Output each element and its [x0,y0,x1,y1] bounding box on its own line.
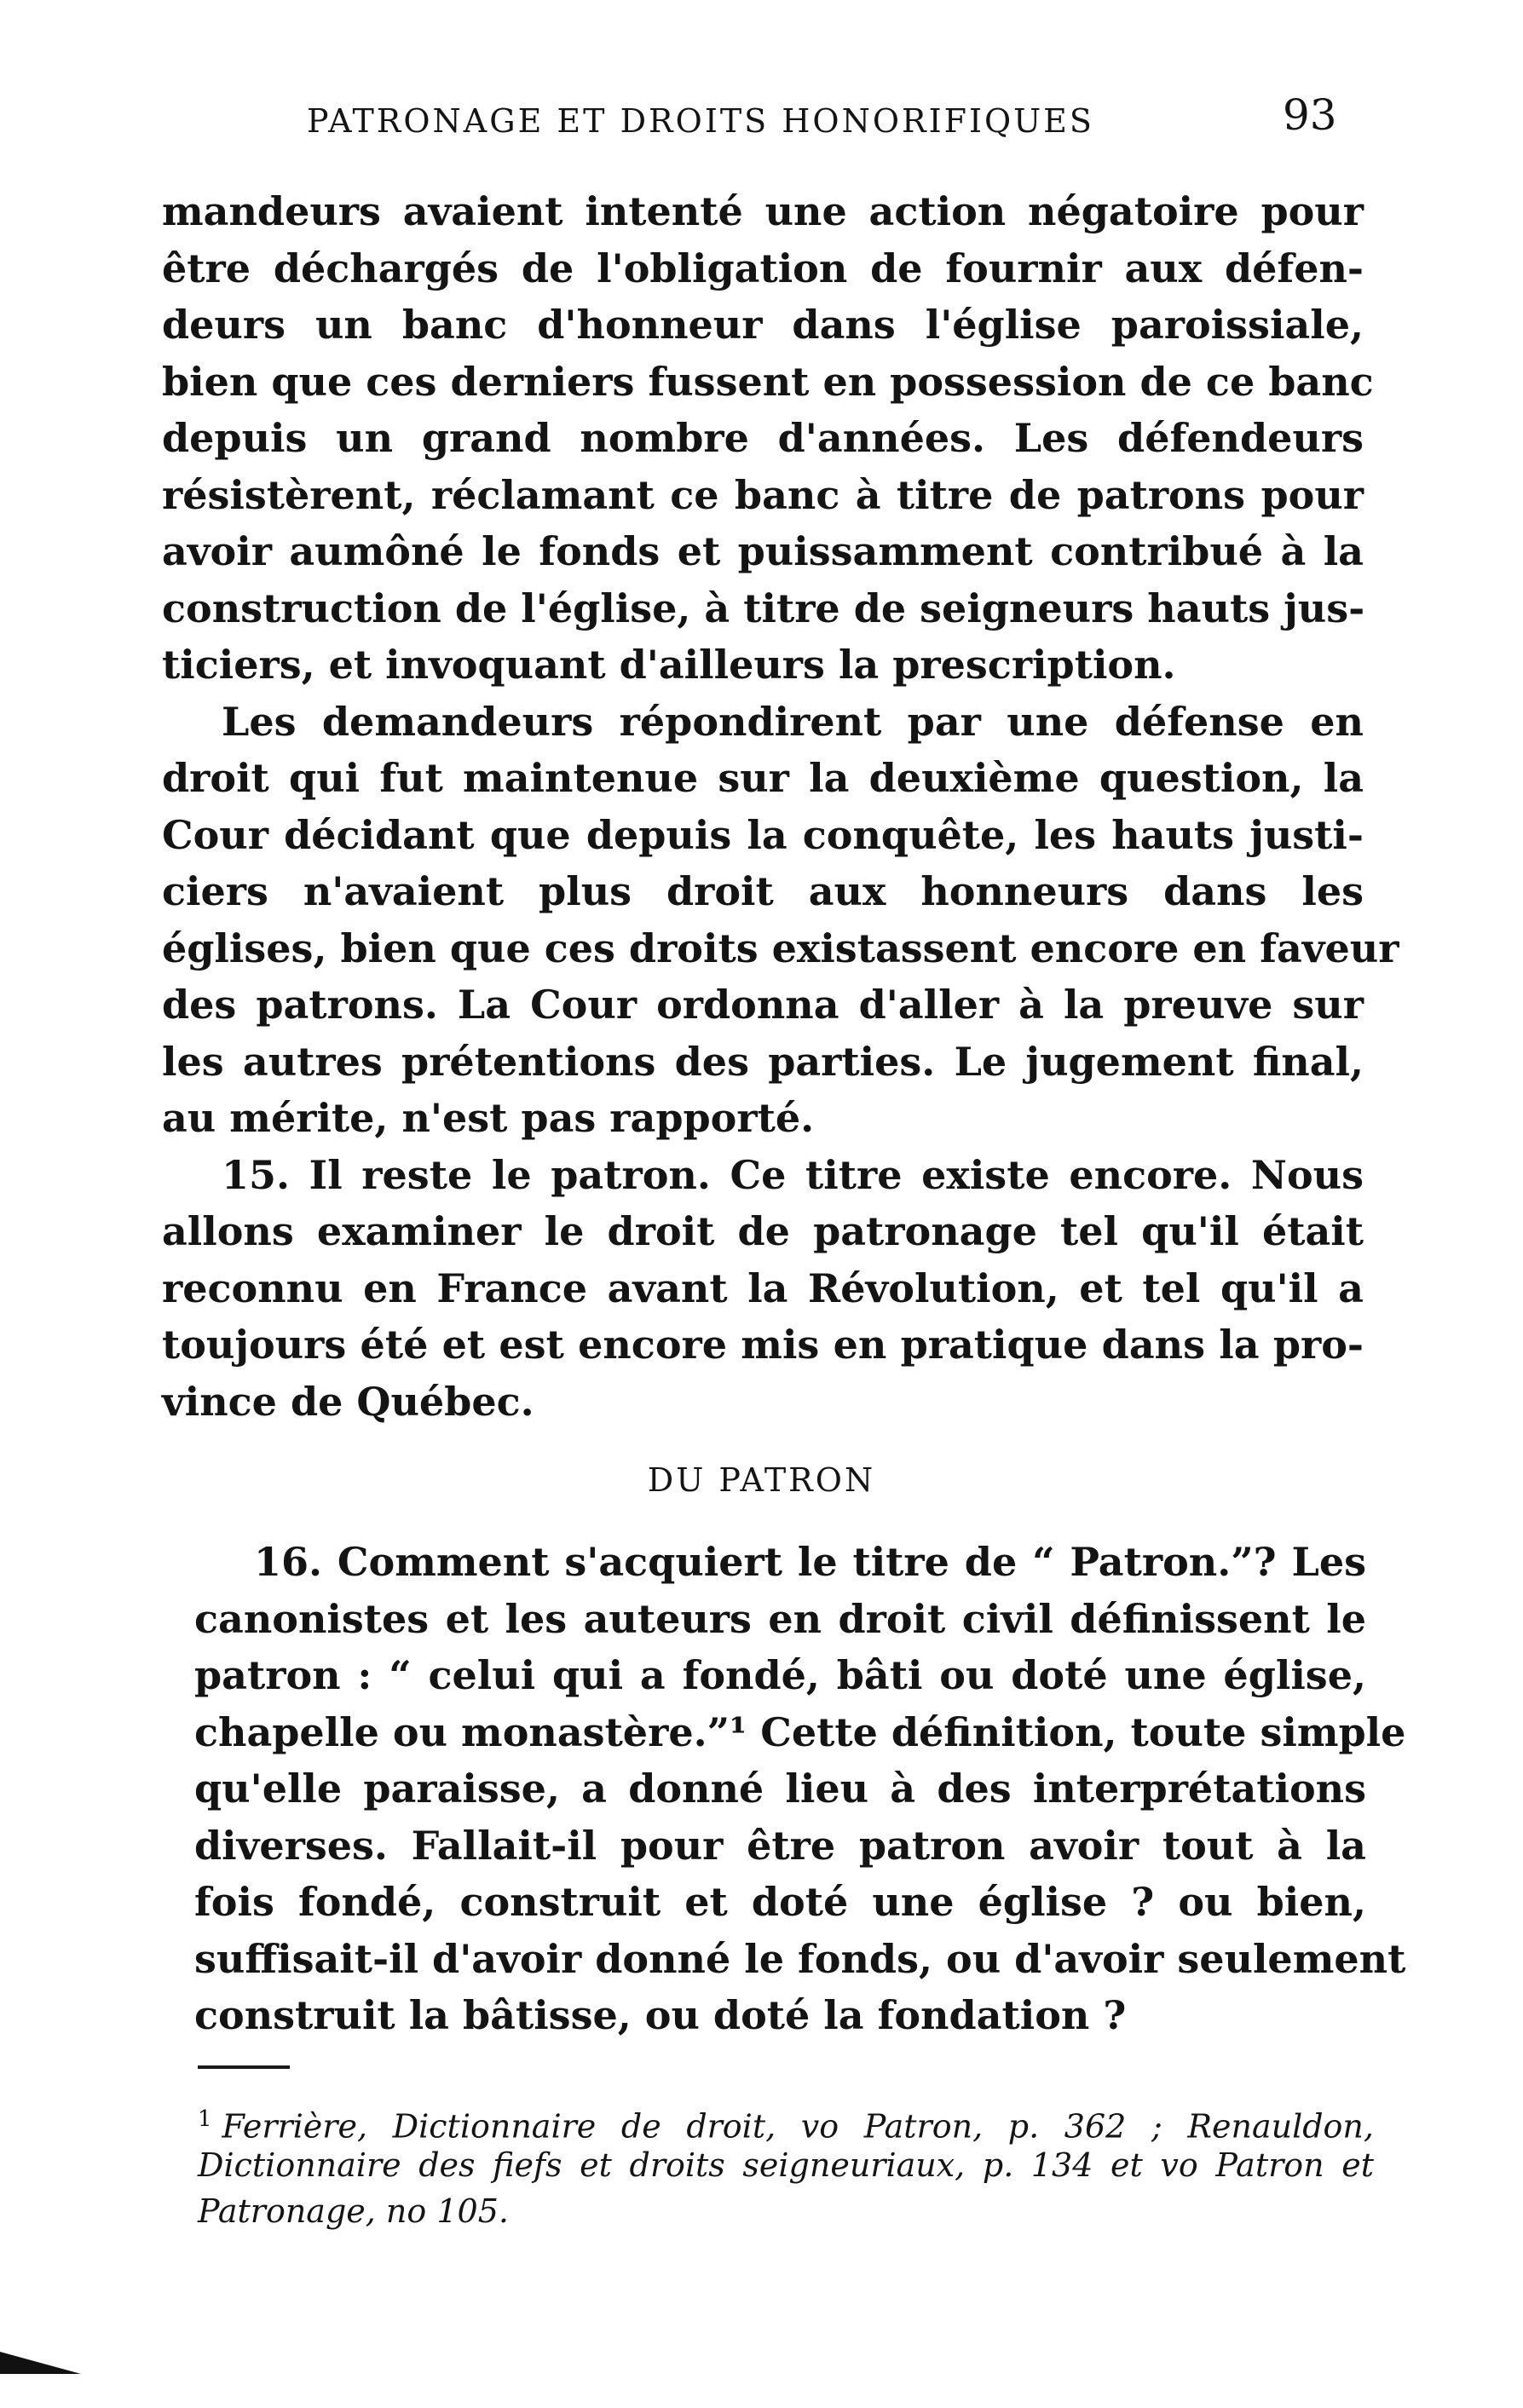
body-text-top [162,183,1399,1430]
text-line: construction de l'église, à titre de seigneurs hauts jus- [162,585,1365,631]
text-line: bien que ces derniers fussent en possession de ce banc [162,358,1374,405]
text-line: vince de Québec. [162,1378,534,1425]
footnote-text: Ferrière, Dictionnaire de droit, vo Patron, p. 362 ; Renauldon, [222,2107,1374,2146]
footnote [198,2096,1374,2234]
body-text-bottom [194,1534,1406,2044]
text-line: deurs un banc d'honneur dans l'église paroissiale, [162,302,1364,348]
text-line: 15. Il reste le patron. Ce titre existe encore. Nous [222,1151,1364,1198]
text-line: toujours été et est encore mis en pratique dans la pro- [162,1322,1364,1368]
text-line: Cour décidant que depuis la conquête, les hauts justi- [162,811,1364,858]
text-line: au mérite, n'est pas rapporté. [162,1095,815,1141]
text-line: résistèrent, réclamant ce banc à titre de patrons pour [162,471,1364,518]
text-line: fois fondé, construit et doté une église ? ou bien, [194,1879,1366,1925]
footnote-line [198,2096,1374,2146]
text-line: chapelle ou monastère.”¹ Cette définition, toute simple [194,1708,1406,1755]
running-head: PATRONAGE ET DROITS HONORIFIQUES [307,102,1094,140]
text-line: 16. Comment s'acquiert le titre de “ Patron.”? Les [254,1539,1366,1585]
page-edge-shadow [0,2352,81,2374]
text-line: construit la bâtisse, ou doté la fondation ? [194,1992,1127,2038]
text-line: églises, bien que ces droits existassent encore en faveur [162,925,1399,971]
text-line: ciers n'avaient plus droit aux honneurs dans les [162,868,1364,914]
text-line: être déchargés de l'obligation de fournir aux défen- [162,245,1364,291]
text-line: suffisait-il d'avoir donné le fonds, ou d'avoir seulement [194,1935,1406,1982]
text-line: canonistes et les auteurs en droit civil définissent le [194,1595,1366,1642]
footnote-line: Dictionnaire des fiefs et droits seigneuriaux, p. 134 et vo Patron et [198,2146,1374,2184]
text-line: ticiers, et invoquant d'ailleurs la prescription. [162,642,1176,688]
footnote-mark: 1 [198,2106,212,2132]
text-line: les autres prétentions des parties. Le jugement final, [162,1038,1364,1085]
text-line: patron : “ celui qui a fondé, bâti ou doté une église, [194,1652,1366,1698]
text-line: diverses. Fallait-il pour être patron avoir tout à la [194,1822,1366,1869]
text-line: droit qui fut maintenue sur la deuxième question, la [162,755,1364,801]
text-line: depuis un grand nombre d'années. Les défendeurs [162,415,1364,461]
text-line: des patrons. La Cour ordonna d'aller à la preuve sur [162,982,1364,1028]
text-line: avoir aumôné le fonds et puissamment contribué à la [162,528,1364,574]
text-line: allons examiner le droit de patronage tel qu'il était [162,1208,1364,1254]
section-title: DU PATRON [647,1461,876,1499]
text-line: Les demandeurs répondirent par une défense en [222,698,1364,745]
page-number: 93 [1283,90,1337,140]
text-line: mandeurs avaient intenté une action négatoire pour [162,188,1364,234]
text-line: qu'elle paraisse, a donné lieu à des interprétations [194,1766,1366,1812]
footnote-rule [198,2065,290,2069]
text-line: reconnu en France avant la Révolution, et tel qu'il a [162,1264,1364,1311]
footnote-line: Patronage, no 105. [198,2192,509,2230]
